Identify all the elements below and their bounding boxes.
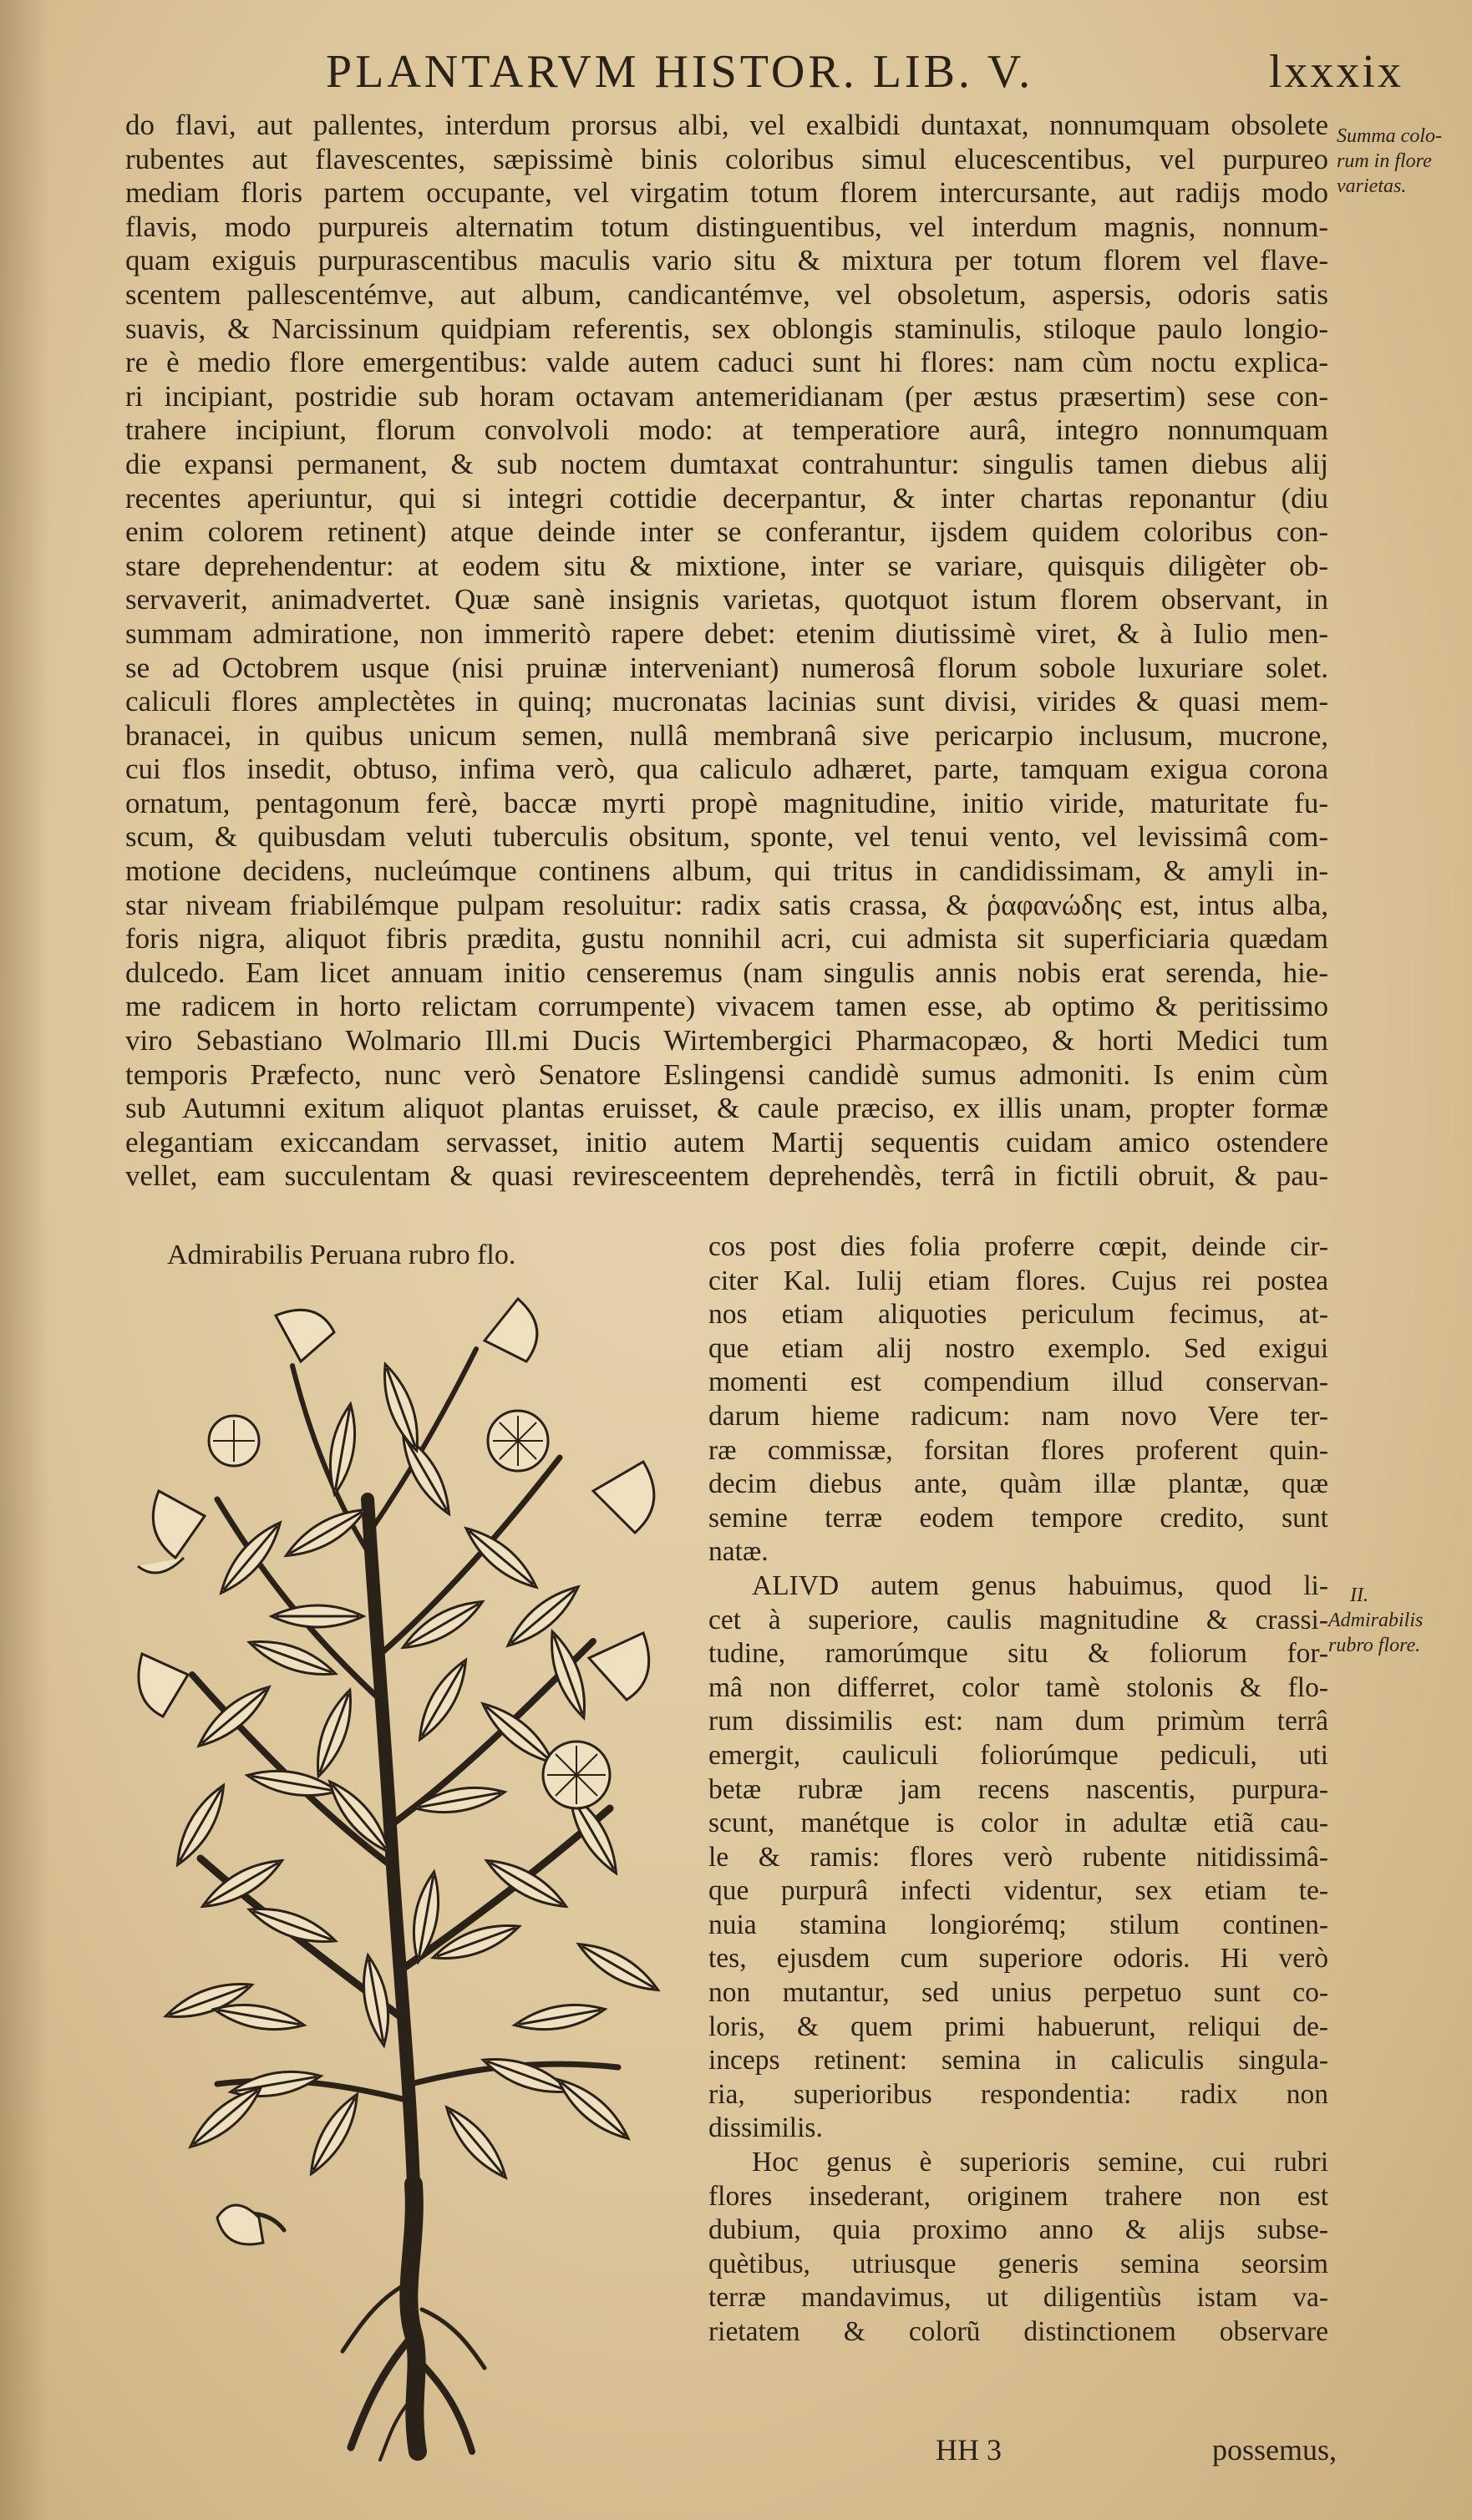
text-line: semine terræ eodem tempore credito, sunt [708, 1502, 1328, 1534]
text-line: scentem pallescentémve, aut album, candicantémve, vel obsoletum, aspersis, odoris satis [125, 277, 1328, 311]
text-line: rubentes aut flavescentes, sæpissimè binis coloribus simul elucescentibus, vel purpureo [125, 142, 1328, 175]
text-line: nuia stamina longiorémq; stilum continen- [708, 1909, 1328, 1940]
plant-woodcut-illustration [125, 1282, 702, 2468]
text-line: mâ non differret, color tamè stolonis & flo- [708, 1671, 1328, 1703]
text-line: viro Sebastiano Wolmario Ill.mi Ducis Wirtembergici Pharmacopæo, & horti Medici tum [125, 1024, 1328, 1057]
text-line: branacei, in quibus unicum semen, nullâ membranâ sive pericarpio inclusum, mucrone, [125, 718, 1328, 752]
text-line: natæ. [708, 1536, 769, 1568]
text-line: elegantiam exiccandam servasset, initio autem Martij sequentis cuidam amico ostendere [125, 1125, 1328, 1159]
text-line: me radicem in horto relictam corrumpente) vivacem tamen esse, ab optimo & peritissimo [125, 990, 1328, 1023]
catchword: possemus, [1211, 2433, 1337, 2467]
body-text [125, 109, 1328, 1194]
text-line: servaverit, animadvertet. Quæ sanè insignis varietas, quotquot istum florem observant, in [125, 583, 1328, 616]
text-line: ri incipiant, postridie sub horam octavam antemeridianam (per æstus præsertim) sese con- [125, 379, 1328, 413]
text-line: die expansi permanent, & sub noctem dumtaxat contrahuntur: singulis tamen diebus alij [125, 447, 1328, 480]
margin-note-colors [1337, 124, 1462, 199]
page-footer [902, 2432, 1337, 2474]
page-header [326, 40, 1403, 107]
text-line: que etiam alij nostro exemplo. Sed exigui [708, 1332, 1328, 1364]
text-line: sub Autumni exitum aliquot plantas eruisset, & caule præciso, ex illis unam, propter formæ [125, 1092, 1328, 1125]
margin-note-line: rubro flore. [1328, 1635, 1421, 1656]
text-line: suavis, & Narcissinum quidpiam referentis, sex oblongis staminulis, stiloque paulo longio- [125, 312, 1328, 345]
text-line: quètibus, utriusque generis semina seorsim [708, 2248, 1328, 2279]
text-line: tes, ejusdem cum superiore odoris. Hi verò [708, 1943, 1328, 1975]
right-column-text [708, 1230, 1328, 2350]
margin-note-line: varietas. [1337, 175, 1407, 197]
binding-shadow [0, 0, 50, 2520]
text-line: re è medio flore emergentibus: valde autem caduci sunt hi flores: nam cùm noctu explica- [125, 346, 1328, 379]
text-line: star niveam friabilémque pulpam resoluitur: radix satis crassa, & ῥαφανώδης est, intus alba, [125, 888, 1328, 921]
text-line: recentes aperiuntur, qui si integri cottidie decerpantur, & inter chartas reponantur (diu [125, 481, 1328, 515]
text-line: summam admiratione, non immeritò rapere debet: etenim diutissimè viret, & à Iulio men- [125, 616, 1328, 650]
text-line: mediam floris partem occupante, vel virgatim totum florem intercursante, aut radijs modo [125, 176, 1328, 210]
text-line: enim colorem retinent) atque deinde inter se conferantur, ijsdem quidem coloribus con- [125, 515, 1328, 549]
text-line: non mutantur, sed unius perpetuo sunt co- [708, 1977, 1328, 2009]
text-line: decim diebus ante, quàm illæ plantæ, quæ [708, 1468, 1328, 1500]
text-line: cet à superiore, caulis magnitudine & crassi- [708, 1604, 1328, 1635]
text-line: se ad Octobrem usque (nisi pruinæ interveniant) numerosâ florum sobole luxuriare solet. [125, 651, 1328, 684]
text-line: rietatem & colorũ distinctionem observare [708, 2316, 1328, 2347]
text-line: trahere incipiunt, florum convolvoli modo: at temperatiore aurâ, integro nonnumquam [125, 413, 1328, 447]
text-line: vellet, eam succulentam & quasi reviresceentem deprehendès, terrâ in fictili obruit, & pau- [125, 1159, 1328, 1193]
margin-note-line: rum in flore [1337, 150, 1432, 172]
text-line: caliculi flores amplectètes in quinq; mucronatas lacinias sunt divisi, virides & quasi mem- [125, 685, 1328, 718]
running-head: PLANTARVM HISTOR. LIB. V. [326, 46, 1034, 98]
margin-note-admirabilis [1328, 1583, 1454, 1658]
text-line: do flavi, aut pallentes, interdum prorsus albi, vel exalbidi duntaxat, nonnumquam obsolete [125, 109, 1328, 141]
text-line: tudine, ramorúmque situ & foliorum for- [708, 1638, 1328, 1670]
text-line: scum, & quibusdam veluti tuberculis obsitum, sponte, vel tenui vento, vel levissimâ com- [125, 820, 1328, 854]
folio-number: lxxxix [1268, 46, 1403, 98]
text-line: emergit, cauliculi foliorúmque pediculi, uti [708, 1739, 1328, 1771]
text-line: rum dissimilis est: nam dum primùm terrâ [708, 1706, 1328, 1737]
text-line: motione decidens, nucleúmque continens album, qui tritus in candidissimam, & amyli in- [125, 854, 1328, 888]
text-line: momenti est compendium illud conservan- [708, 1366, 1328, 1398]
text-line: loris, & quem primi habuerunt, reliqui de- [708, 2010, 1328, 2042]
text-line: ria, superioribus respondentia: radix non [708, 2078, 1328, 2110]
text-line: inceps retinent: semina in caliculis singula- [708, 2045, 1328, 2076]
text-line: temporis Præfecto, nunc verò Senatore Eslingensi candidè sumus admoniti. Is enim cùm [125, 1057, 1328, 1091]
text-line: que purpurâ infecti videntur, sex etiam te- [708, 1875, 1328, 1907]
text-line: betæ rubræ jam recens nascentis, purpura- [708, 1773, 1328, 1805]
figure-caption: Admirabilis Peruana rubro flo. [167, 1240, 516, 1270]
text-line: cos post dies folia proferre cœpit, deinde cir- [708, 1231, 1328, 1262]
signature-mark: HH 3 [936, 2433, 1002, 2467]
text-line: dissimilis. [708, 2112, 823, 2144]
text-line: le & ramis: flores verò rubente nitidissimâ- [708, 1841, 1328, 1873]
text-line: dulcedo. Eam licet annuam initio censeremus (nam singulis annis nobis erat serenda, hie- [125, 956, 1328, 989]
text-line: darum hieme radicum: nam novo Vere ter- [708, 1400, 1328, 1432]
text-line: quam exiguis purpurascentibus maculis vario situ & mixtura per totum florem vel flave- [125, 244, 1328, 277]
text-line: foris nigra, aliquot fibris prædita, gustu nonnihil acri, cui admista sit superficiaria quædam [125, 922, 1328, 956]
text-line: cui flos insedit, obtuso, infima verò, qua caliculo adhæret, parte, tamquam exigua corona [125, 753, 1328, 786]
text-line: Hoc genus è superioris semine, cui rubri [752, 2147, 1328, 2178]
text-line: terræ mandavimus, ut diligentiùs istam va- [708, 2282, 1328, 2314]
text-line: nos etiam aliquoties periculum fecimus, at- [708, 1299, 1328, 1331]
text-line: ræ commissæ, forsitan flores proferent quin- [708, 1434, 1328, 1466]
text-line: flavis, modo purpureis alternatim totum distinguentibus, vel interdum magnis, nonnum- [125, 210, 1328, 243]
text-line: stare deprehendentur: at eodem situ & mixtione, inter se variare, quisquis diligèter ob- [125, 549, 1328, 582]
text-line: dubium, quia proximo anno & alijs subse- [708, 2214, 1328, 2246]
text-line: scunt, manétque is color in adultæ etiã cau- [708, 1808, 1328, 1839]
text-line: citer Kal. Iulij etiam flores. Cujus rei postea [708, 1265, 1328, 1296]
text-line: ALIVD autem genus habuimus, quod li- [752, 1569, 1328, 1601]
margin-note-line: Summa colo- [1337, 125, 1442, 147]
margin-note-line: Admirabilis [1328, 1610, 1424, 1631]
text-line: ornatum, pentagonum ferè, baccæ myrti propè magnitudine, initio viride, maturitate fu- [125, 786, 1328, 819]
text-line: flores insederant, originem trahere non est [708, 2180, 1328, 2212]
margin-note-line: II. [1350, 1585, 1368, 1606]
